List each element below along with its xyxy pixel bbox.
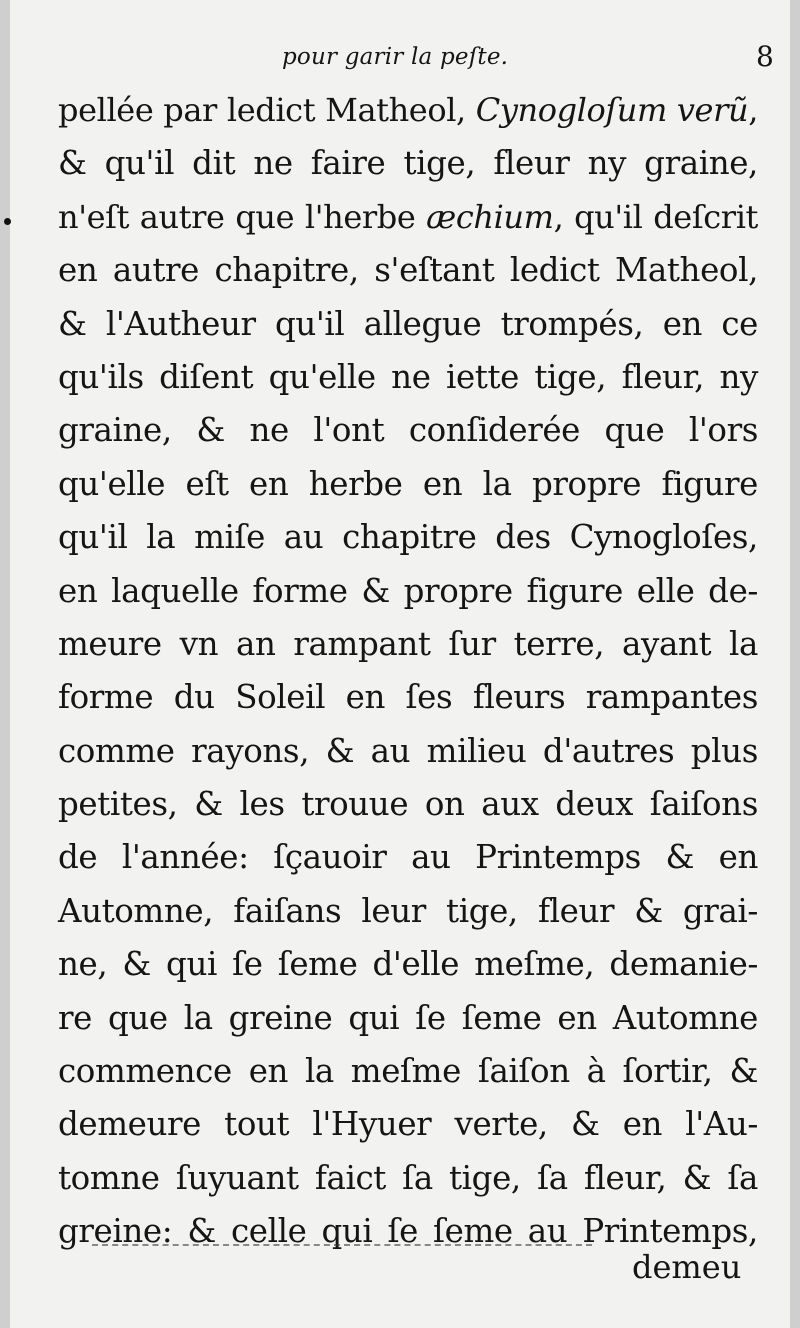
text-line-roman: qu'il la miſe au chapitre des Cynogloſes, [58, 518, 758, 557]
text-line-roman: & qu'il dit ne faire tige, fleur ny graine, [58, 144, 758, 183]
text-line [58, 1098, 758, 1151]
text-line-roman: demeure tout l'Hyuer verte, & en l'Au- [58, 1105, 758, 1144]
text-line [58, 404, 758, 457]
text-line [58, 511, 758, 564]
text-line [58, 885, 758, 938]
text-line-roman: forme du Soleil en ſes fleurs rampantes [58, 678, 758, 717]
text-line [58, 618, 758, 671]
text-line-roman-tail: , qu'il deſcrit [553, 197, 758, 236]
text-line [58, 831, 758, 884]
text-line-roman: commence en la meſme ſaiſon à ſortir, & [58, 1052, 758, 1091]
text-line-roman: meure vn an rampant ſur terre, ayant la [58, 624, 758, 663]
text-line [58, 351, 758, 404]
text-line [58, 298, 758, 351]
text-line-roman: ne, & qui ſe ſeme d'elle meſme, demanie- [58, 945, 758, 984]
text-line [58, 84, 758, 137]
text-line-roman: Automne, faiſans leur tige, fleur & grai- [58, 891, 758, 930]
text-line-roman: petites, & les trouue on aux deux ſaiſons [58, 785, 758, 824]
text-line-roman: greine: & celle qui ſe ſeme au Printemps, [58, 1212, 758, 1251]
text-line-roman: pellée par ledict Matheol, [58, 91, 476, 129]
page-right-edge [790, 0, 800, 1328]
text-line [58, 137, 758, 190]
page-number: 8 [756, 40, 774, 73]
text-line-italic: æchium [426, 197, 554, 236]
page-left-edge [0, 0, 10, 1328]
text-line-roman: graine, & ne l'ont conſiderée que l'ors [58, 411, 758, 450]
text-line-roman: en laquelle forme & propre figure elle de- [58, 571, 758, 610]
text-line-roman: qu'ils diſent qu'elle ne iette tige, fleur, ny [58, 357, 758, 396]
ink-spot [4, 218, 11, 225]
text-line [58, 1045, 758, 1098]
text-line-roman: comme rayons, & au milieu d'autres plus [58, 731, 758, 770]
text-line-roman: de l'année: ſçauoir au Printemps & en [58, 838, 758, 877]
text-line [58, 565, 758, 618]
body-text [58, 84, 758, 1259]
text-line-roman: re que la greine qui ſe ſeme en Automne [58, 998, 758, 1037]
text-line-roman: en autre chapitre, s'eſtant ledict Matheol, [58, 251, 758, 290]
text-line-roman: tomne ſuyuant faict ſa tige, ſa fleur, & ſa [58, 1158, 758, 1197]
text-line-roman: & l'Autheur qu'il allegue trompés, en ce [58, 304, 758, 343]
text-line [58, 191, 758, 244]
text-line [58, 244, 758, 297]
text-line [58, 725, 758, 778]
text-line [58, 992, 758, 1045]
text-line-roman: qu'elle eſt en herbe en la propre figure [58, 464, 758, 503]
text-line-italic: Cynogloſum verũ [475, 91, 749, 129]
catchword: demeu [632, 1248, 742, 1286]
text-line [58, 778, 758, 831]
text-line-roman: n'eſt autre que l'herbe [58, 197, 427, 236]
bottom-ink-line [92, 1244, 592, 1246]
running-head [0, 42, 800, 82]
text-line [58, 671, 758, 724]
running-title: pour garir la peſte. [282, 44, 509, 70]
text-line [58, 1152, 758, 1205]
text-line-roman-tail: , [748, 91, 758, 129]
text-line [58, 938, 758, 991]
text-line [58, 458, 758, 511]
